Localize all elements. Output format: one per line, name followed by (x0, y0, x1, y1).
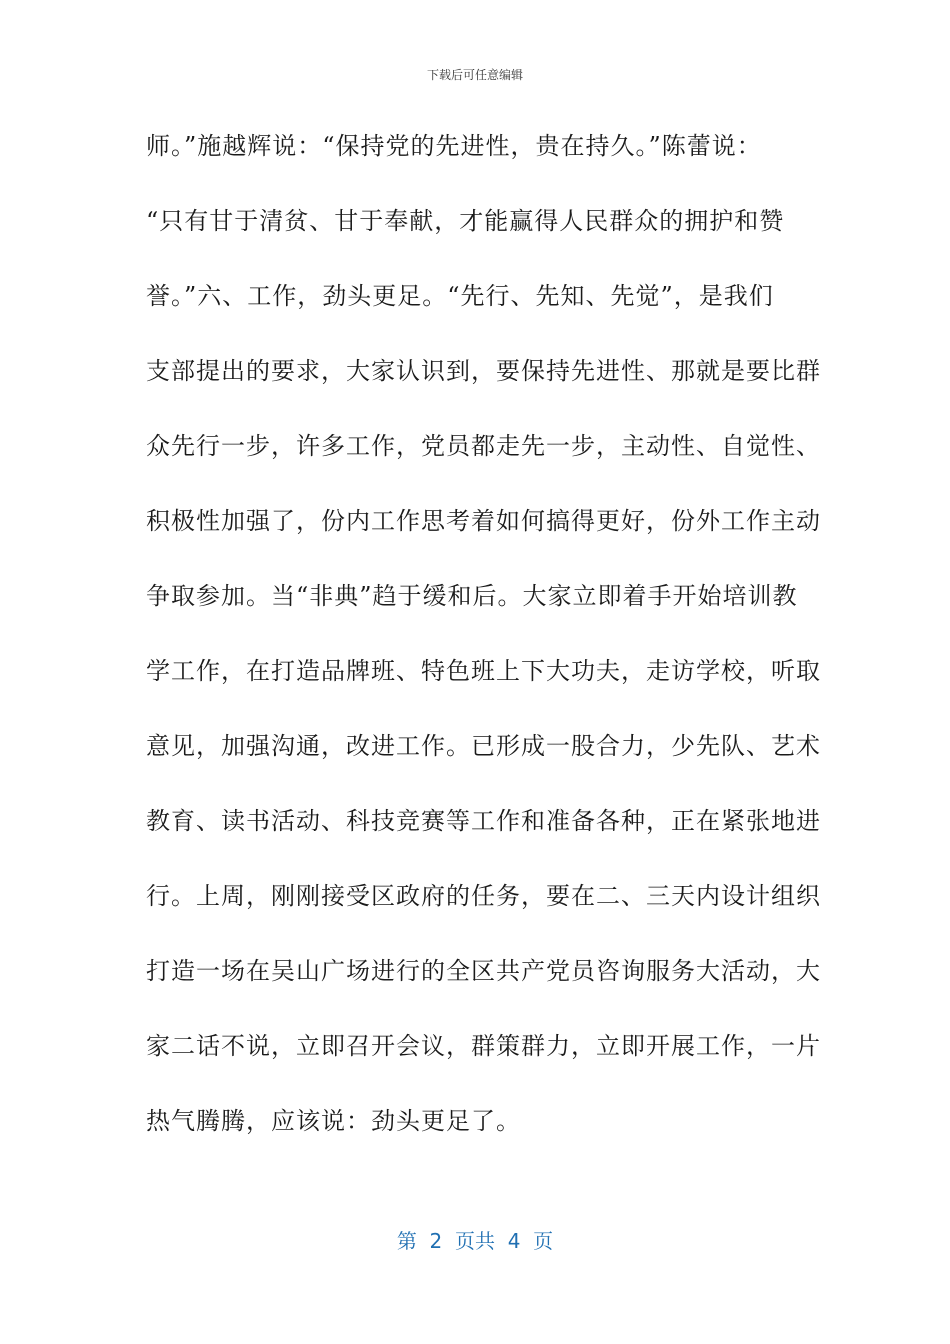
body-line-10: 教育、读书活动、科技竞赛等工作和准备各种，正在紧张地进 (146, 807, 821, 835)
page-suffix: 页 (533, 1229, 554, 1253)
document-body (146, 128, 821, 1178)
body-line-2: “只有甘于清贫、甘于奉献，才能赢得人民群众的拥护和赞 (146, 207, 785, 235)
page-footer (0, 1225, 950, 1254)
body-line-8: 学工作，在打造品牌班、特色班上下大功夫，走访学校，听取 (146, 657, 821, 685)
body-line-13: 家二话不说，立即召开会议，群策群力，立即开展工作，一片 (146, 1032, 821, 1060)
body-line-5: 众先行一步，许多工作，党员都走先一步，主动性、自觉性、 (146, 432, 821, 460)
body-line-7: 争取参加。当“非典”趋于缓和后。大家立即着手开始培训教 (146, 582, 798, 610)
body-line-6: 积极性加强了，份内工作思考着如何搞得更好，份外工作主动 (146, 507, 821, 535)
page-prefix: 第 (396, 1229, 417, 1253)
body-line-9: 意见，加强沟通，改进工作。已形成一股合力，少先队、艺术 (146, 732, 821, 760)
body-line-14: 热气腾腾，应该说：劲头更足了。 (146, 1107, 521, 1135)
body-line-3: 誉。”六、工作，劲头更足。“先行、先知、先觉”，是我们 (146, 282, 774, 310)
page-total: 4 (507, 1229, 521, 1253)
body-line-11: 行。上周，刚刚接受区政府的任务，要在二、三天内设计组织 (146, 882, 821, 910)
page-mid: 页共 (455, 1229, 495, 1253)
body-line-1: 师。”施越辉说：“保持党的先进性，贵在持久。”陈蕾说： (146, 132, 762, 160)
body-line-12: 打造一场在吴山广场进行的全区共产党员咨询服务大活动，大 (146, 957, 821, 985)
body-line-4: 支部提出的要求，大家认识到，要保持先进性、那就是要比群 (146, 357, 821, 385)
page-header-note: 下载后可任意编辑 (426, 68, 523, 82)
page-number: 2 (429, 1229, 443, 1253)
